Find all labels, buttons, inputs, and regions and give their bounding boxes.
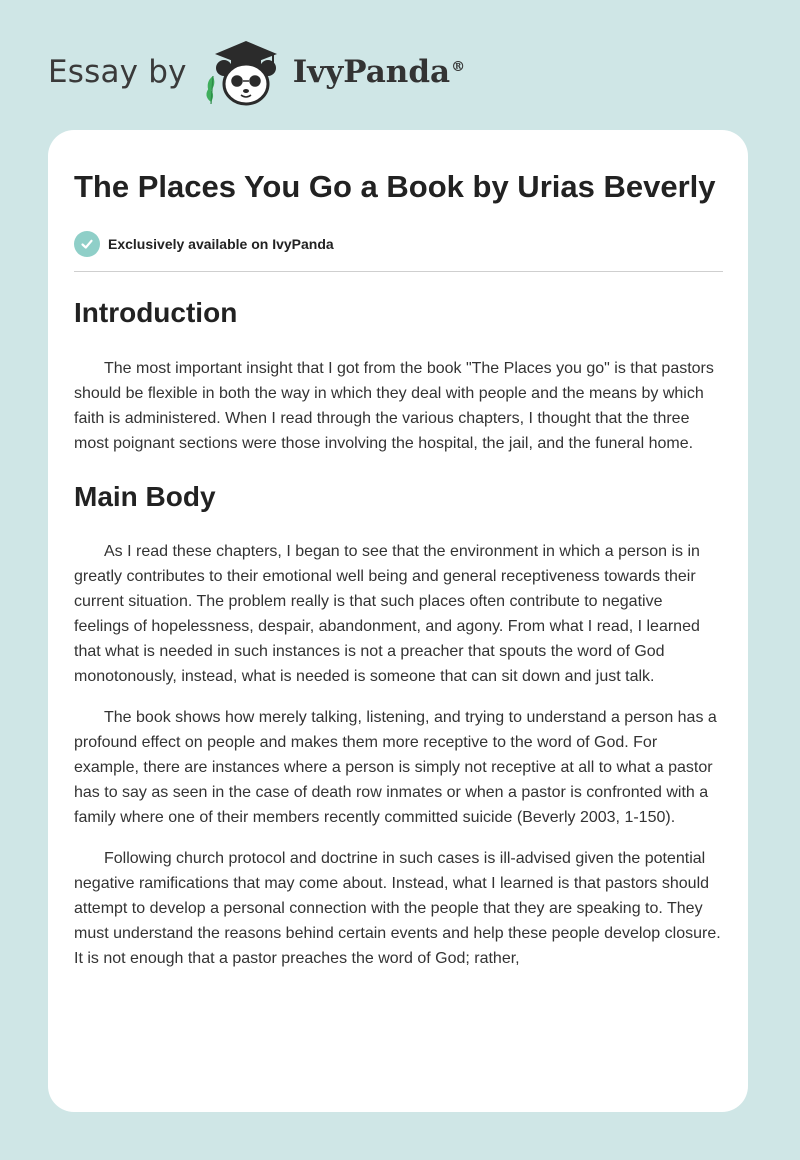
paragraph: The book shows how merely talking, listening, and trying to understand a person has a profound effect on people and makes them more receptive to the word of God. For example, there are instances where a person is simply not receptive at all to what a pastor has to say as seen in the case of death row inmates or when a pastor is confronted with a family where one of their members recently committed suicide (Beverly 2003, 1-150). [74, 709, 717, 826]
article-card [48, 130, 748, 1112]
section-heading-introduction: Introduction [74, 297, 238, 328]
article-title: The Places You Go a Book by Urias Beverly [74, 169, 716, 204]
brand-name[interactable] [293, 54, 465, 90]
essay-by-label: Essay by [48, 54, 187, 90]
registered-mark: ® [451, 58, 466, 75]
exclusive-badge-label: Exclusively available on IvyPanda [108, 236, 334, 252]
paragraph: As I read these chapters, I began to see that the environment in which a person is in greatly contributes to their emotional well being and general receptiveness towards their current situation. The problem really is that such places often contribute to negative feelings of hopelessness, despair, abandonment, and agony. From what I read, I learned that what is needed in such instances is not a preacher that spouts the word of God monotonously, instead, what is needed is someone that can sit down and just talk. [74, 543, 700, 685]
panda-logo-icon[interactable] [201, 36, 291, 108]
section-heading-main-body: Main Body [74, 481, 216, 512]
exclusive-badge [74, 230, 722, 258]
check-icon [74, 231, 100, 257]
site-header [48, 36, 465, 108]
paragraph: The most important insight that I got from the book "The Places you go" is that pastors should be flexible in both the way in which they deal with people and the means by which faith is administered. When I read through the various chapters, I thought that the three most poignant sections were those involving the hospital, the jail, and the funeral home. [74, 360, 714, 452]
title-divider [74, 271, 723, 272]
brand-label: IvyPanda [292, 54, 451, 90]
paragraph: Following church protocol and doctrine in such cases is ill-advised given the potential negative ramifications that may come about. Instead, what I learned is that pastors should attempt to develop a personal connection with the people that they are speaking to. They must understand the reasons behind certain events and help these people develop closure. It is not enough that a pastor preaches the word of God; rather, [74, 850, 721, 967]
